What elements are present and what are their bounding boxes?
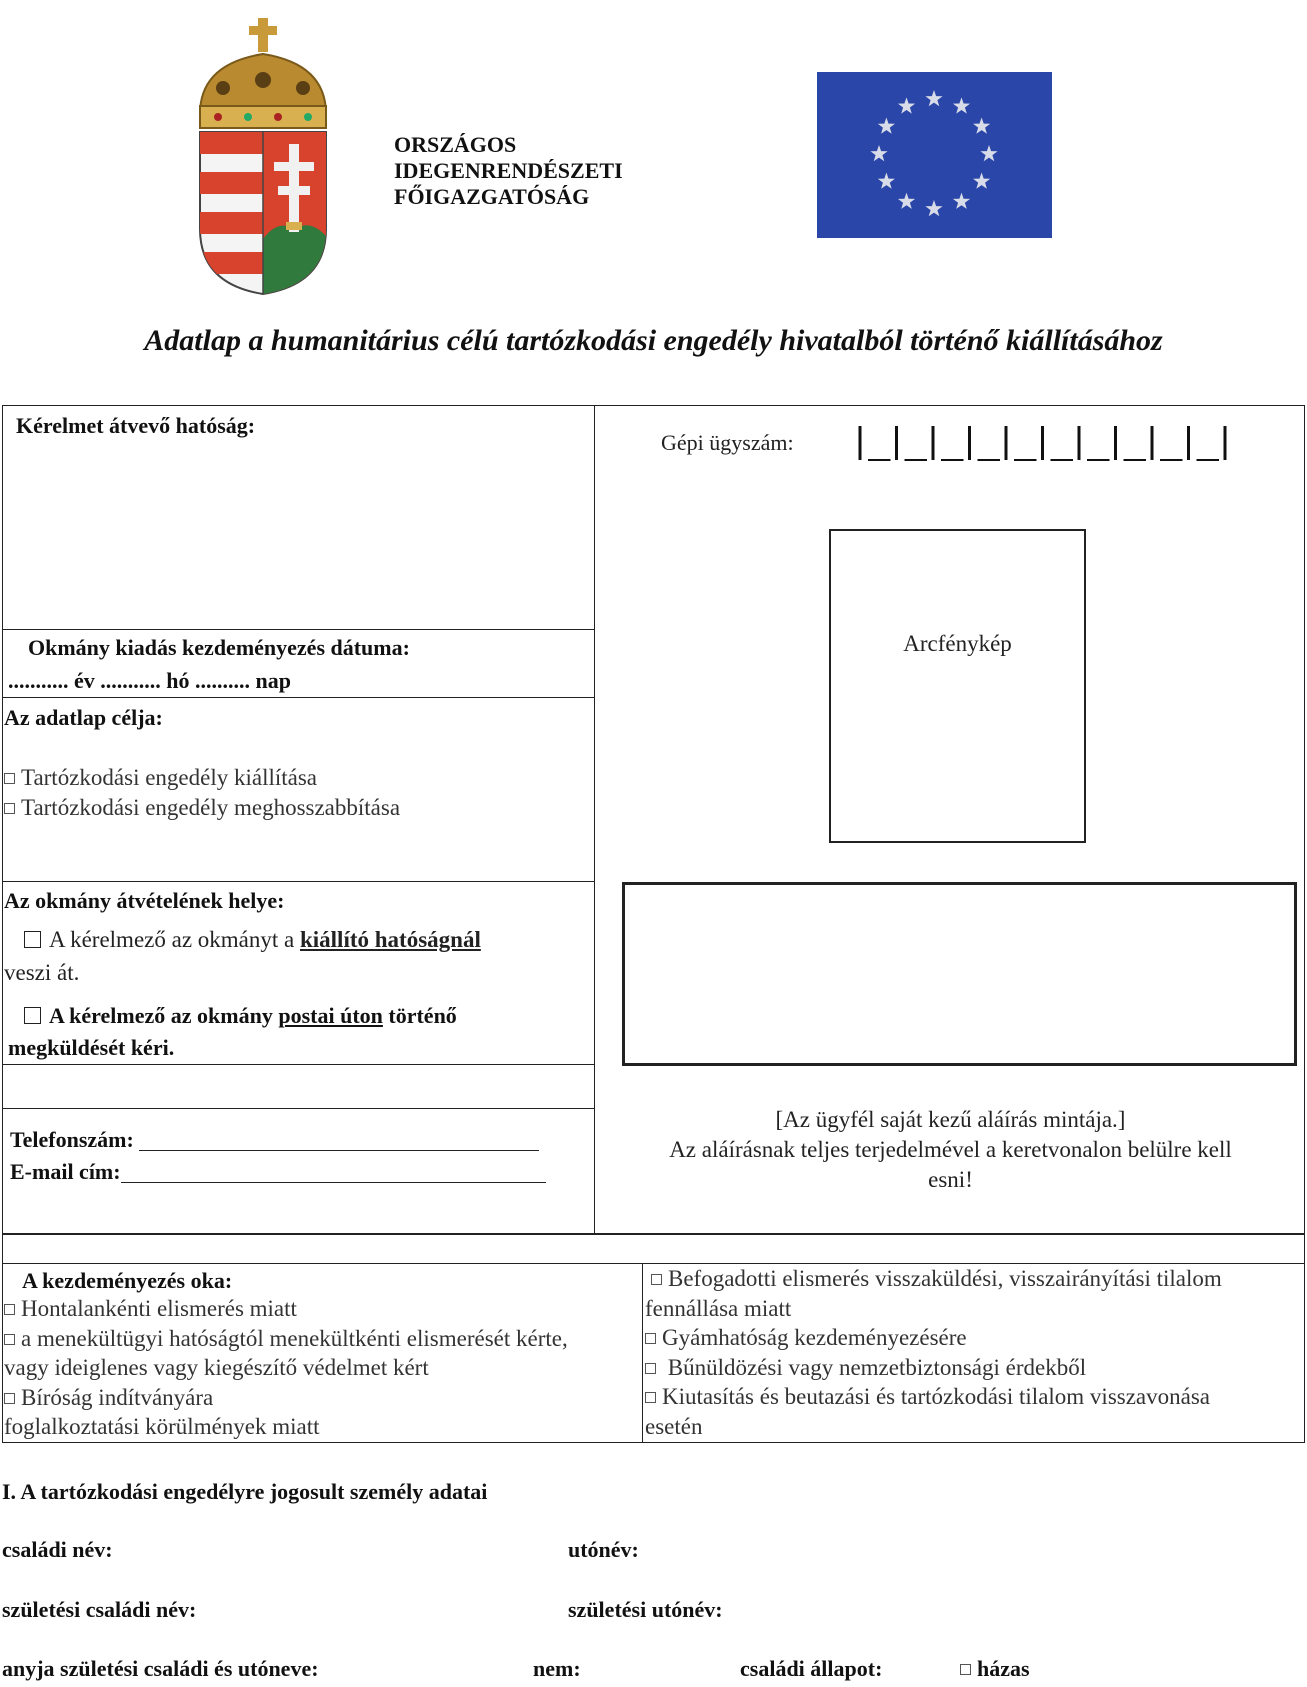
reason-option-expulsion-cont: esetén: [645, 1413, 703, 1439]
signature-box[interactable]: [622, 882, 1297, 1066]
reason-option-label: Hontalankénti elismerés miatt: [21, 1296, 297, 1321]
case-number-cell[interactable]: [1006, 426, 1037, 460]
signature-note-line-2: Az aláírásnak teljes terjedelmével a keretvonalon belülre kell: [669, 1137, 1232, 1162]
pickup-opt2-cont: megküldését kéri.: [8, 1035, 175, 1060]
pickup-opt2-link: postai úton: [278, 1003, 383, 1028]
reason-option-tolerated-cont: fennállása miatt: [645, 1295, 792, 1321]
signature-note-line-1: [Az ügyfél saját kezű aláírás mintája.]: [775, 1107, 1126, 1132]
signature-note: [596, 1105, 1305, 1195]
reason-option-refugee[interactable]: [4, 1324, 568, 1354]
org-line-1: ORSZÁGOS: [394, 132, 517, 157]
checkbox[interactable]: [645, 1392, 656, 1403]
row-divider: [2, 1064, 594, 1065]
date-label: Okmány kiadás kezdeményezés dátuma:: [28, 635, 410, 660]
reason-option-stateless[interactable]: [4, 1294, 568, 1324]
phone-row: [10, 1125, 539, 1155]
case-number-cell[interactable]: [897, 426, 928, 460]
checkbox[interactable]: [645, 1333, 656, 1344]
case-number-cell[interactable]: [1116, 426, 1147, 460]
reason-option-refugee-cont: vagy ideiglenes vagy kiegészítő védelmet kért: [4, 1355, 429, 1380]
checkbox[interactable]: [4, 1304, 15, 1315]
case-number-cell[interactable]: [860, 426, 891, 460]
reason-option-security[interactable]: [645, 1353, 1222, 1383]
marital-option-married[interactable]: [960, 1654, 1030, 1684]
column-divider: [594, 405, 595, 1234]
marital-status-label: családi állapot:: [740, 1656, 883, 1681]
reason-option-label: Bíróság indítványára: [21, 1384, 214, 1410]
checkbox[interactable]: [4, 773, 15, 784]
case-number-cell[interactable]: [1152, 426, 1183, 460]
photo-label: Arcfénykép: [903, 631, 1012, 656]
photo-box[interactable]: [829, 529, 1086, 843]
reason-option-label: Befogadotti elismerés visszaküldési, visszairányítási tilalom: [668, 1266, 1222, 1291]
email-field[interactable]: [121, 1162, 546, 1183]
reason-option-tolerated[interactable]: [645, 1264, 1222, 1294]
checkbox[interactable]: [4, 1334, 15, 1345]
case-number-label: Gépi ügyszám:: [661, 430, 794, 455]
signature-note-line-3: esni!: [928, 1167, 973, 1192]
row-divider: [2, 881, 594, 882]
case-number-cell[interactable]: [970, 426, 1001, 460]
family-name-label: családi név:: [2, 1537, 113, 1562]
sex-label: nem:: [533, 1656, 581, 1681]
case-number-cell[interactable]: [1043, 426, 1074, 460]
coat-of-arms: [188, 14, 338, 296]
authority-label: Kérelmet átvevő hatóság:: [16, 413, 256, 438]
purpose-option-issue[interactable]: [4, 763, 317, 793]
authority-field[interactable]: [4, 445, 590, 625]
pickup-opt1-link: kiállító hatóságnál: [299, 927, 481, 952]
case-number-cell[interactable]: [1189, 426, 1220, 460]
pickup-option-authority[interactable]: [24, 925, 481, 955]
row-divider: [2, 697, 594, 698]
purpose-label: Az adatlap célja:: [4, 705, 163, 730]
checkbox[interactable]: [24, 1007, 41, 1024]
pickup-option-post[interactable]: [24, 1001, 457, 1031]
row-divider: [2, 629, 594, 630]
checkbox[interactable]: [960, 1664, 971, 1675]
reason-option-label: Bűnüldözési vagy nemzetbiztonsági érdekből: [667, 1354, 1087, 1380]
reason-option-employment: foglalkoztatási körülmények miatt: [4, 1414, 320, 1439]
reason-option-label: Kiutasítás és beutazási és tartózkodási tilalom visszavonása: [662, 1384, 1211, 1409]
reason-option-expulsion[interactable]: [645, 1382, 1222, 1412]
organization-name: [394, 132, 623, 210]
purpose-option-label: Tartózkodási engedély kiállítása: [21, 765, 318, 790]
checkbox[interactable]: [4, 803, 15, 814]
eu-flag: [817, 72, 1052, 238]
pickup-opt2-mid: történő: [382, 1003, 457, 1028]
org-line-3: FŐIGAZGATÓSÁG: [394, 184, 590, 209]
purpose-option-label: Tartózkodási engedély meghosszabbítása: [21, 795, 401, 820]
row-divider: [2, 1108, 594, 1109]
reason-label: A kezdeményezés oka:: [22, 1268, 233, 1293]
purpose-option-extend[interactable]: [4, 793, 400, 823]
email-row: [10, 1157, 546, 1187]
reason-option-label: Gyámhatóság kezdeményezésére: [662, 1325, 967, 1350]
case-number-cells[interactable]: [858, 422, 1238, 469]
checkbox[interactable]: [24, 931, 41, 948]
case-number-cell[interactable]: [1079, 426, 1110, 460]
column-divider: [642, 1263, 643, 1443]
date-line[interactable]: ........... év ........... hó .......... nap: [8, 668, 291, 693]
pickup-opt1-text: A kérelmező az okmányt a: [49, 927, 300, 952]
phone-field[interactable]: [139, 1130, 539, 1151]
reason-right-options: [645, 1264, 1222, 1441]
reason-left-options: [4, 1294, 568, 1442]
birth-family-name-label: születési családi név:: [2, 1597, 197, 1622]
pickup-label: Az okmány átvételének helye:: [4, 888, 285, 913]
reason-option-court[interactable]: [4, 1383, 568, 1413]
marital-option-label: házas: [977, 1656, 1030, 1681]
given-name-label: utónév:: [568, 1537, 639, 1562]
form-title: Adatlap a humanitárius célú tartózkodási engedély hivatalból történő kiállításához: [144, 324, 1163, 357]
case-number-cell[interactable]: [933, 426, 964, 460]
email-label: E-mail cím:: [10, 1159, 121, 1184]
reason-option-label: a menekültügyi hatóságtól menekültkénti elismerését kérte,: [21, 1325, 568, 1351]
checkbox[interactable]: [4, 1393, 15, 1404]
phone-label: Telefonszám:: [10, 1127, 134, 1152]
birth-given-name-label: születési utónév:: [568, 1597, 723, 1622]
pickup-opt2-text: A kérelmező az okmány: [49, 1003, 279, 1028]
checkbox[interactable]: [645, 1363, 656, 1374]
checkbox[interactable]: [651, 1274, 662, 1285]
mother-name-label: anyja születési családi és utóneve:: [2, 1656, 319, 1681]
section-title: I. A tartózkodási engedélyre jogosult személy adatai: [2, 1479, 488, 1504]
reason-option-guardianship[interactable]: [645, 1323, 1222, 1353]
org-line-2: IDEGENRENDÉSZETI: [394, 158, 623, 183]
pickup-opt1-cont: veszi át.: [4, 960, 80, 985]
